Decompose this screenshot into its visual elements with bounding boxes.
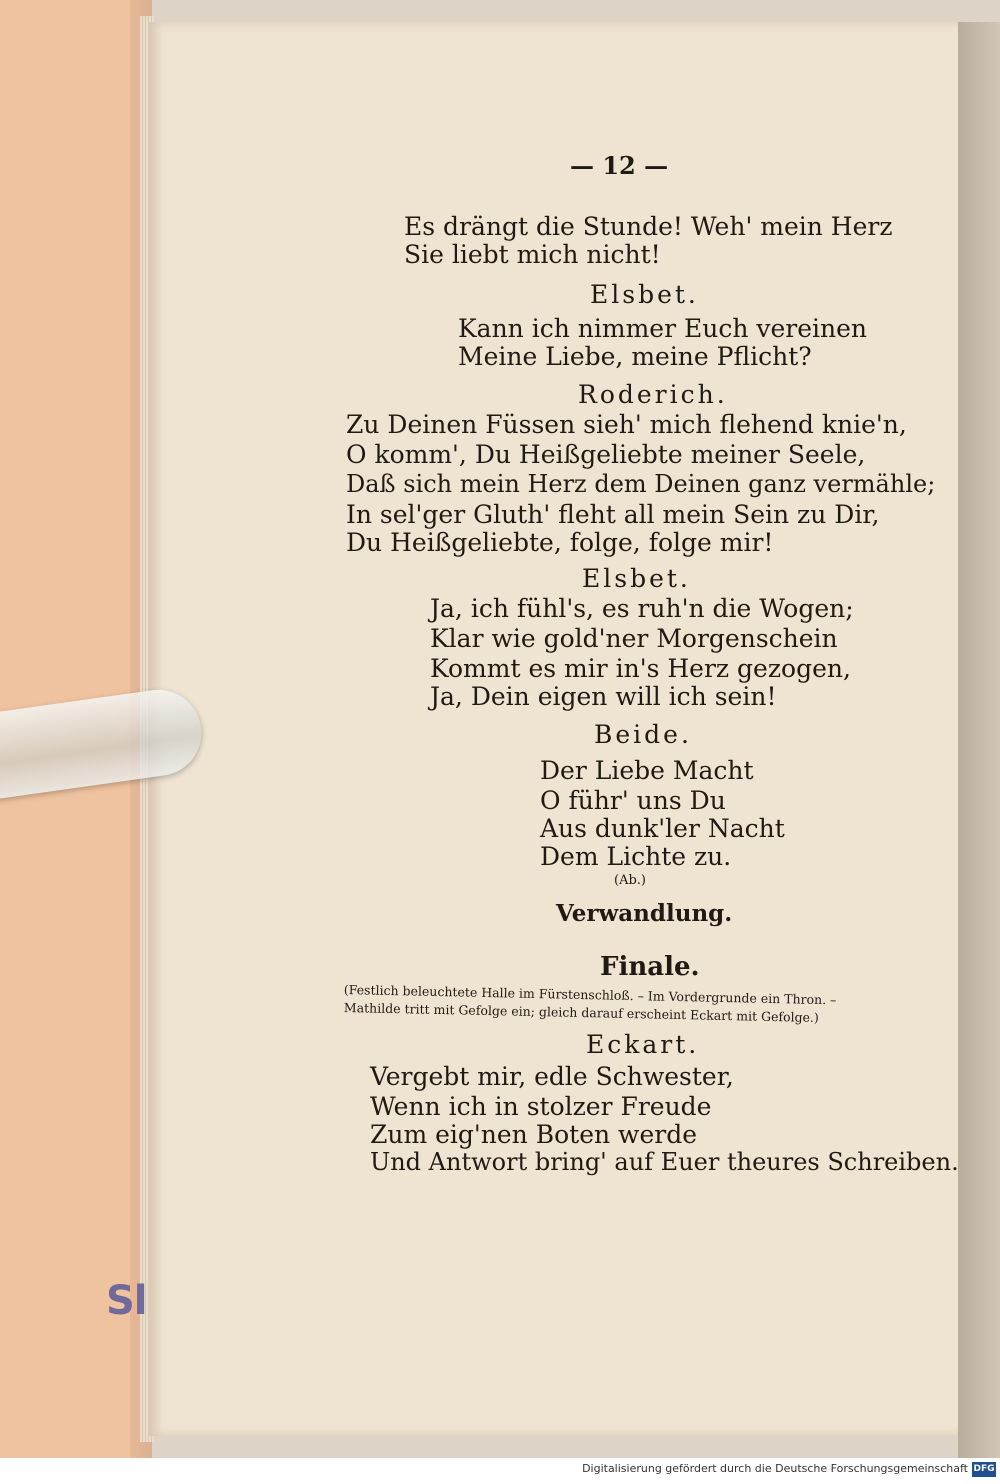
dfg-logo: DFG	[972, 1462, 996, 1477]
verse-line: Wenn ich in stolzer Freude	[370, 1092, 712, 1121]
verse-line: Du Heißgeliebte, folge, folge mir!	[346, 528, 774, 557]
verse-line: Meine Liebe, meine Pflicht?	[458, 342, 812, 371]
speaker-name: Eckart.	[586, 1030, 700, 1059]
speaker-name: Beide.	[594, 720, 692, 749]
verse-line: Zu Deinen Füssen sieh' mich flehend knie'n,	[346, 410, 907, 439]
verse-line: Klar wie gold'ner Morgenschein	[430, 624, 838, 653]
verse-line: Es drängt die Stunde! Weh' mein Herz	[404, 212, 893, 241]
section-title: Finale.	[600, 952, 700, 982]
library-stamp: Sl	[106, 1278, 147, 1324]
verse-line: Und Antwort bring' auf Euer theures Schreiben.	[370, 1148, 959, 1176]
stage-direction: (Ab.)	[614, 873, 646, 888]
verse-line: O komm', Du Heißgeliebte meiner Seele,	[346, 440, 866, 469]
verse-line: Ja, ich fühl's, es ruh'n die Wogen;	[430, 594, 854, 623]
verse-line: Zum eig'nen Boten werde	[370, 1120, 697, 1149]
verse-line: Sie liebt mich nicht!	[404, 240, 661, 269]
verse-line: Kommt es mir in's Herz gezogen,	[430, 654, 851, 683]
verse-line: O führ' uns Du	[540, 786, 726, 815]
verse-line: Aus dunk'ler Nacht	[540, 814, 785, 843]
speaker-name: Roderich.	[578, 380, 728, 409]
verse-line: In sel'ger Gluth' fleht all mein Sein zu Dir,	[346, 500, 880, 529]
speaker-name: Elsbet.	[590, 280, 699, 309]
verse-line: Ja, Dein eigen will ich sein!	[430, 682, 777, 711]
footer-credit: Digitalisierung gefördert durch die Deutsche Forschungsgemeinschaft	[582, 1462, 968, 1475]
verse-line: Daß sich mein Herz dem Deinen ganz vermähle;	[346, 470, 936, 498]
stage-direction: Mathilde tritt mit Gefolge ein; gleich darauf erscheint Eckart mit Gefolge.)	[343, 1000, 820, 1025]
verse-line: Der Liebe Macht	[540, 756, 754, 785]
verse-line: Kann ich nimmer Euch vereinen	[458, 314, 868, 343]
speaker-name: Elsbet.	[582, 564, 691, 593]
verse-line: Dem Lichte zu.	[540, 842, 732, 871]
page-number: — 12 —	[570, 151, 669, 180]
verse-line: Vergebt mir, edle Schwester,	[370, 1062, 734, 1091]
scene-change: Verwandlung.	[556, 900, 733, 927]
stage-direction: (Festlich beleuchtete Halle im Fürstenschloß. – Im Vordergrunde ein Thron. –	[343, 982, 837, 1008]
right-gutter	[958, 22, 1000, 1458]
